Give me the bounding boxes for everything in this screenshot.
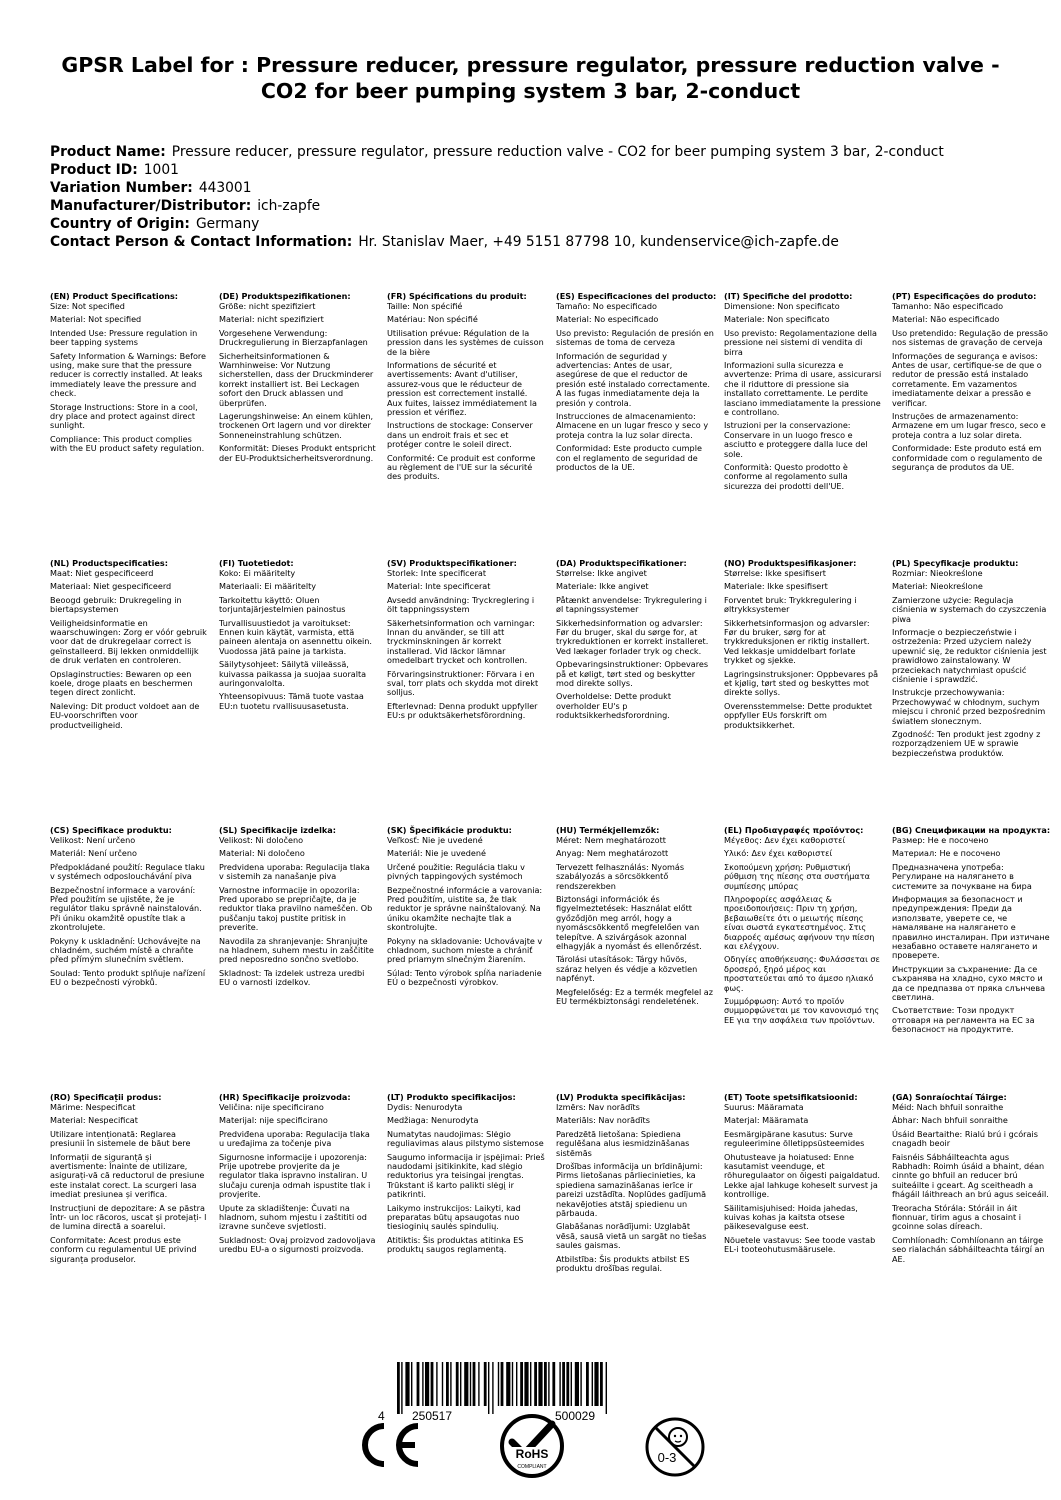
spec-block-paragraph: Biztonsági információk és figyelmeztetések: Használat előtt győződjön meg arról, hogy a nyomáscsökkentő megfelelően van telepítve. A szivárgások azonnal elhagyják a nyomást és ellenőrzést. bbox=[556, 893, 702, 951]
spec-block-paragraph: Paredzētā lietošana: Spiediena regulēšana alus iesmidzināšanas sistēmās bbox=[556, 1128, 690, 1158]
spec-block-paragraph: Οδηγίες αποθήκευσης: Φυλάσσεται σε δροσερό, ξηρό μέρος και προστατεύεται από το άμεσο ηλιακό φως. bbox=[724, 954, 880, 993]
spec-block-paragraph: Materiale: Non specificato bbox=[724, 314, 830, 325]
spec-block-paragraph: Materiaali: Ei määritelty bbox=[219, 581, 317, 592]
spec-block bbox=[387, 292, 545, 486]
spec-block-paragraph: Turvallisuustiedot ja varoitukset: Ennen kuin käytät, varmista, että paineen alentaja on asennettu oikein. Vuodossa jätä paine ja tarkista. bbox=[219, 617, 372, 656]
barcode-bar bbox=[571, 1362, 572, 1406]
barcode-bar bbox=[464, 1362, 468, 1406]
country-of-origin-label: Country of Origin: bbox=[50, 216, 190, 233]
spec-block-paragraph: Sukladnost: Ovaj proizvod zadovoljava uredbu EU-a o sigurnosti proizvoda. bbox=[219, 1234, 376, 1255]
spec-block-paragraph: Pokyny na skladovanie: Uchovávajte v chladnom, suchom mieste a chrániť pred priamym slnečným žiarením. bbox=[387, 935, 543, 965]
spec-block-paragraph: Upute za skladištenje: Čuvati na hladnom, suhom mjestu i zaštititi od izravne sunčeve svjetlosti. bbox=[219, 1202, 367, 1232]
spec-block-paragraph: Materiál: Není určeno bbox=[50, 848, 137, 859]
spec-block-paragraph: Mărime: Nespecificat bbox=[50, 1101, 136, 1112]
spec-block-paragraph: Conformità: Questo prodotto è conforme al regolamento sulla sicurezza dei prodotti dell'UE. bbox=[724, 462, 848, 491]
spec-block-paragraph: Materiale: Ikke angivet bbox=[556, 581, 649, 592]
variation-number-value: 443001 bbox=[198, 180, 252, 197]
spec-block-paragraph: Πληροφορίες ασφάλειας & προειδοποιήσεις: Πριν τη χρήση, βεβαιωθείτε ότι ο μειωτής πίεσης είναι σωστά εγκατεστημένος. Στις διαρροές αμέσως αφήνουν την πίεση και ελέγχουν. bbox=[724, 893, 875, 951]
spec-block-paragraph: Instrukcje przechowywania: Przechowywać w chłodnym, suchym miejscu i chronić przed bezpośrednim światłem słonecznym. bbox=[892, 687, 1046, 726]
page-title: GPSR Label for : Pressure reducer, pressure regulator, pressure reduction valve - CO2 for beer pumping system 3 bar, 2-conduct bbox=[61, 53, 1000, 103]
spec-block-paragraph: Navodila za shranjevanje: Shranjujte na hladnem, suhem mestu in zaščitite pred neposredno sončno svetlobo. bbox=[219, 935, 374, 965]
spec-block-paragraph: Lagerungshinweise: An einem kühlen, trockenen Ort lagern und vor direkter Sonneneinstrahlung schützen. bbox=[219, 410, 374, 440]
spec-block bbox=[219, 292, 377, 467]
spec-block bbox=[892, 559, 1050, 762]
spec-block-heading: (FI) Tuotetiedot: bbox=[219, 558, 294, 568]
spec-block-paragraph: Avsedd användning: Tryckreglering i ölt tappningssystem bbox=[387, 594, 535, 615]
ean-barcode bbox=[375, 1360, 615, 1426]
spec-block-paragraph: Faisnéis Sábháilteachta agus Rabhadh: Roimh úsáid a bhaint, déan cinnte go bhfuil an reducer brú suiteáilte i gceart. Ag sceitheadh a fhágáil láithreach an brú agus seiceáil. bbox=[892, 1151, 1049, 1200]
spec-block bbox=[556, 559, 714, 725]
spec-block-heading: (LV) Produkta specifikācijas: bbox=[556, 1092, 686, 1102]
spec-block-paragraph: Zamierzone użycie: Regulacja ciśnienia w systemach do czyszczenia piwa bbox=[892, 594, 1047, 624]
spec-block-paragraph: Yhteensopivuus: Tämä tuote vastaa EU:n tuotetu rvallisuusasetusta. bbox=[219, 691, 364, 711]
spec-block-paragraph: Conformité: Ce produit est conforme au règlement de l'UE sur la sécurité des produits. bbox=[387, 452, 536, 482]
spec-block bbox=[724, 559, 882, 734]
manufacturer-value: ich-zapfe bbox=[257, 198, 321, 215]
spec-block-paragraph: Varnostne informacije in opozorila: Pred uporabo se prepričajte, da je reduktor tlaka pravilno nameščen. Ob puščanju takoj pustite pritisk in preverite. bbox=[219, 884, 373, 933]
spec-block-paragraph: Предназначена употреба: Регулиране на налягането в системите за почукване на бира bbox=[892, 861, 1032, 891]
spec-block-paragraph: Größe: nicht spezifiziert bbox=[219, 300, 316, 311]
spec-block-paragraph: Suurus: Määramata bbox=[724, 1101, 804, 1112]
variation-number-label: Variation Number: bbox=[50, 180, 193, 197]
spec-block-paragraph: Uso previsto: Regulación de presión en sistemas de toma de cerveza bbox=[556, 327, 714, 348]
spec-block-paragraph: Инструкции за съхранение: Да се съхранява на хладно, сухо място и да се предпазва от пряка слънчева светлина. bbox=[892, 963, 1046, 1002]
barcode-bar bbox=[473, 1362, 476, 1406]
spec-block-paragraph: Předpokládané použití: Regulace tlaku v systémech odposlouchávání piva bbox=[50, 861, 205, 882]
spec-block bbox=[892, 1093, 1050, 1268]
barcode-bar bbox=[492, 1362, 493, 1414]
barcode-bar bbox=[436, 1362, 437, 1406]
spec-block bbox=[50, 826, 208, 992]
spec-block-paragraph: Size: Not specified bbox=[50, 300, 125, 311]
product-id-row bbox=[50, 161, 1040, 179]
barcode-bar bbox=[460, 1362, 461, 1406]
spec-block-paragraph: Conformidad: Este producto cumple con el reglamento de seguridad de productos de la UE. bbox=[556, 443, 702, 472]
rohs-compliant-icon bbox=[498, 1412, 566, 1480]
spec-block-paragraph: Koko: Ei määritelty bbox=[219, 567, 296, 578]
spec-block-paragraph: Velikost: Ni določeno bbox=[219, 834, 304, 845]
spec-block-paragraph: Soulad: Tento produkt splňuje nařízení EU o bezpečnosti výrobků. bbox=[50, 967, 206, 988]
spec-block-paragraph: Laikymo instrukcijos: Laikyti, kad preparatas būtų apsaugotas nuo tiesioginių saulės spindulių. bbox=[387, 1202, 521, 1232]
spec-block bbox=[724, 292, 882, 495]
spec-block-paragraph: Storlek: Inte specificerat bbox=[387, 567, 487, 578]
spec-block-heading: (BG) Спецификации на продукта: bbox=[892, 825, 1051, 835]
spec-block-heading: (NO) Produktspesifikasjoner: bbox=[724, 558, 857, 568]
barcode-bar bbox=[586, 1362, 589, 1406]
barcode-bar bbox=[431, 1362, 434, 1406]
spec-block-paragraph: Atitiktis: Šis produktas atitinka ES produktų saugos reglamentą. bbox=[387, 1234, 524, 1255]
spec-block-paragraph: Safety Information & Warnings: Before using, make sure that the pressure reducer is correctly installed. At leaks immediately leave the pressure and check. bbox=[50, 350, 207, 399]
spec-block-paragraph: Bezpečnostné informácie a varovania: Pred použitím, uistite sa, že tlak reduktor je správne nainštalovaný. Na úniku okamžite nechajte tlak a skontrolujte. bbox=[387, 884, 543, 933]
spec-block-paragraph: Størrelse: Ikke spesifisert bbox=[724, 567, 826, 578]
barcode-bar bbox=[594, 1362, 598, 1406]
spec-block bbox=[556, 1093, 714, 1277]
spec-block bbox=[556, 826, 714, 1010]
spec-block-paragraph: Lagringsinstruksjoner: Oppbevares på et kjølig, tørt sted og beskyttes mot direkte sollys. bbox=[724, 668, 879, 698]
spec-block-paragraph: Informações de segurança e avisos: Antes de usar, certifique-se de que o redutor de pressão está instalado corretamente. Em vazamentos imediatamente deixar a pressão e verificar. bbox=[892, 350, 1042, 408]
spec-block-paragraph: Overensstemmelse: Dette produktet oppfyller EUs forskrift om produktsikkerhet. bbox=[724, 700, 873, 730]
barcode-bar bbox=[548, 1362, 549, 1406]
spec-block-paragraph: Taille: Non spécifié bbox=[387, 300, 463, 311]
spec-block-paragraph: Forventet bruk: Trykkregulering i øltrykksystemer bbox=[724, 594, 857, 615]
spec-block-heading: (FR) Spécifications du produit: bbox=[387, 291, 527, 301]
spec-block-paragraph: Maat: Niet gespecificeerd bbox=[50, 567, 154, 578]
spec-block-paragraph: Veľkosť: Nie je uvedené bbox=[387, 834, 483, 845]
barcode-bar bbox=[425, 1362, 429, 1406]
barcode-bar bbox=[575, 1362, 579, 1406]
spec-block-paragraph: Информация за безопасност и предупреждения: Преди да използвате, уверете се, че намаляване на налягането е правилно инсталиран. При изтичане незабавно оставете налягането и проверете. bbox=[892, 893, 1050, 961]
spec-block-paragraph: Utilisation prévue: Régulation de la pression dans les systèmes de cuisson de la bière bbox=[387, 327, 544, 357]
spec-block-paragraph: Méid: Nach bhfuil sonraithe bbox=[892, 1101, 1004, 1112]
spec-block bbox=[219, 826, 377, 992]
spec-block-paragraph: Συμμόρφωση: Αυτό το προϊόν συμμορφώνεται με τον κανονισμό της ΕΕ για την ασφάλεια των προϊόντων. bbox=[724, 996, 880, 1025]
not-for-children-icon bbox=[644, 1416, 706, 1478]
spec-block-heading: (HU) Termékjellemzők: bbox=[556, 825, 660, 835]
product-name-label: Product Name: bbox=[50, 144, 166, 160]
barcode-bar bbox=[559, 1362, 560, 1406]
spec-block-heading: (NL) Productspecificaties: bbox=[50, 558, 168, 568]
spec-block-paragraph: Naleving: Dit product voldoet aan de EU-voorschriften voor productveiligheid. bbox=[50, 700, 200, 730]
spec-block-paragraph: Material: Nespecificat bbox=[50, 1115, 138, 1126]
spec-block-paragraph: Conformidade: Este produto está em conformidade com o regulamento de segurança de produtos da UE. bbox=[892, 443, 1043, 472]
spec-block bbox=[50, 1093, 208, 1268]
age-range-text: 0-3 bbox=[657, 1450, 677, 1465]
spec-block-paragraph: Размер: Не е посочено bbox=[892, 834, 989, 845]
barcode-bar bbox=[552, 1362, 555, 1406]
spec-block-paragraph: Material: No especificado bbox=[556, 314, 659, 325]
contact-value: Hr. Stanislav Maer, +49 5151 87798 10, kundenservice@ich-zapfe.de bbox=[358, 234, 839, 251]
spec-block bbox=[387, 826, 545, 992]
barcode-digits-left: 250517 bbox=[411, 1409, 453, 1423]
product-id-value: 1001 bbox=[143, 162, 179, 179]
barcode-bar bbox=[501, 1362, 504, 1406]
barcode-bar bbox=[446, 1362, 449, 1406]
spec-block-paragraph: Pokyny k uskladnění: Uchovávejte na chladném, suchém místě a chraňte před přímým slunečním světlem. bbox=[50, 935, 201, 965]
spec-block bbox=[387, 1093, 545, 1259]
spec-block-heading: (PL) Specyfikacje produktu: bbox=[892, 558, 1019, 568]
spec-block-heading: (EL) Προδιαγραφές προϊόντος: bbox=[724, 825, 864, 835]
spec-block-paragraph: Drošības informācija un brīdinājumi: Pirms lietošanas pārliecinieties, ka spiediena samazināšanas ierīce ir pareizi uzstādīta. Noplūdes gadījumā nekavējoties atstāj spiedienu un pārbauda. bbox=[556, 1160, 707, 1218]
barcode-bar bbox=[506, 1362, 510, 1406]
barcode-bar bbox=[411, 1362, 412, 1406]
spec-block-paragraph: Konformität: Dieses Produkt entspricht der EU-Produktsicherheitsverordnung. bbox=[219, 443, 376, 463]
barcode-bar bbox=[566, 1362, 569, 1406]
spec-block-paragraph: Materiale: Ikke spesifisert bbox=[724, 581, 828, 592]
country-of-origin-row bbox=[50, 215, 1040, 233]
contact-row bbox=[50, 233, 1040, 251]
spec-block-paragraph: Μέγεθος: Δεν έχει καθοριστεί bbox=[724, 834, 846, 845]
barcode-bar bbox=[417, 1362, 420, 1406]
spec-block-paragraph: Instructions de stockage: Conserver dans un endroit frais et sec et protéger contre le soleil direct. bbox=[387, 420, 533, 450]
spec-block-paragraph: Tamanho: Não especificado bbox=[892, 300, 1004, 311]
spec-block-paragraph: Istruzioni per la conservazione: Conservare in un luogo fresco e asciutto e proteggere dalla luce del sole. bbox=[724, 420, 868, 459]
barcode-bar bbox=[606, 1362, 607, 1414]
spec-block-paragraph: Materiál: Nie je uvedené bbox=[387, 848, 486, 859]
spec-block-heading: (ES) Especificaciones del producto: bbox=[556, 291, 717, 301]
spec-block-paragraph: Velikost: Není určeno bbox=[50, 834, 136, 845]
barcode-bar bbox=[484, 1362, 487, 1406]
barcode-bar bbox=[397, 1362, 400, 1414]
barcode-bar bbox=[470, 1362, 471, 1406]
spec-block bbox=[50, 292, 208, 458]
spec-block-paragraph: Saugumo informacija ir įspėjimai: Prieš naudodami įsitikinkite, kad slėgio reduktorius yra teisingai įrengtas. Trūkstant iš karto palikti slėgį ir patikrinti. bbox=[387, 1151, 545, 1200]
barcode-bars bbox=[397, 1362, 607, 1414]
spec-block-heading: (SV) Produktspecifikationer: bbox=[387, 558, 517, 568]
barcode-bar bbox=[530, 1362, 531, 1406]
spec-block-paragraph: Beoogd gebruik: Drukregeling in biertapsystemen bbox=[50, 594, 182, 615]
spec-block-heading: (SK) Špecifikácie produktu: bbox=[387, 825, 512, 835]
spec-block-paragraph: Materijal: nije specificirano bbox=[219, 1115, 328, 1126]
spec-block-paragraph: Uso pretendido: Regulação de pressão nos sistemas de gravação de cerveja bbox=[892, 327, 1048, 348]
spec-block-paragraph: Vorgesehene Verwendung: Druckregulierung in Bierzapfanlagen bbox=[219, 327, 368, 348]
spec-block-paragraph: Méret: Nem meghatározott bbox=[556, 834, 666, 845]
spec-block-paragraph: Informazioni sulla sicurezza e avvertenze: Prima di usare, assicurarsi che il riduttore di pressione sia installato correttamente. Le perdite lasciano immediatamente la pressione e controllano. bbox=[724, 359, 882, 417]
spec-block-paragraph: Tamaño: No especificado bbox=[556, 300, 657, 311]
spec-block-paragraph: Dydis: Nenurodyta bbox=[387, 1101, 463, 1112]
product-info bbox=[50, 143, 1040, 252]
spec-block-paragraph: Sikkerhedsinformation og advarsler: Før du bruger, skal du sørge for, at trykreduktionen er korrekt installeret. Ved lækager forlader tryk og check. bbox=[556, 617, 709, 656]
spec-block bbox=[219, 1093, 377, 1259]
spec-block-paragraph: Sikkerhetsinformasjon og advarsler: Før du bruker, sørg for at trykkreduksjonen er riktig installert. Ved lekkasje umiddelbart forlate trykket og sjekke. bbox=[724, 617, 870, 666]
spec-block-paragraph: Ohutusteave ja hoiatused: Enne kasutamist veenduge, et rõhuregulaator on õigesti paigaldatud. Lekke ajal lahkuge koheselt survest ja kontrollige. bbox=[724, 1151, 880, 1200]
spec-block-paragraph: Storage Instructions: Store in a cool, dry place and protect against direct sunlight. bbox=[50, 401, 198, 431]
spec-block-paragraph: Veličina: nije specificirano bbox=[219, 1101, 324, 1112]
spec-block-paragraph: Bezpečnostní informace a varování: Před použitím se ujistěte, že je regulátor tlaku správně nainstalován. Při úniku okamžitě opustíte tlak a zkontrolujete. bbox=[50, 884, 202, 933]
spec-block-paragraph: Tarkoitettu käyttö: Oluen torjuntajärjestelmien painostus bbox=[219, 594, 346, 615]
spec-block-heading: (ET) Toote spetsifikatsioonid: bbox=[724, 1092, 858, 1102]
spec-block-paragraph: Matériau: Non spécifié bbox=[387, 314, 478, 325]
spec-block-paragraph: Predvidena uporaba: Regulacija tlaka v sistemih za nanašanje piva bbox=[219, 861, 370, 882]
spec-block-paragraph: Medžiaga: Nenurodyta bbox=[387, 1115, 479, 1126]
spec-block-paragraph: Υλικό: Δεν έχει καθοριστεί bbox=[724, 848, 833, 859]
spec-block-paragraph: Informacje o bezpieczeństwie i ostrzeżenia: Przed użyciem należy upewnić się, że reduktor ciśnienia jest prawidłowo zainstalowany. W przeciekach natychmiast opuścić ciśnienie i sprawdzić. bbox=[892, 626, 1047, 684]
spec-block-heading: (DE) Produktspezifikationen: bbox=[219, 291, 351, 301]
spec-block-heading: (IT) Specifiche del prodotto: bbox=[724, 291, 853, 301]
spec-block-heading: (EN) Product Specifications: bbox=[50, 291, 179, 301]
spec-block bbox=[892, 826, 1050, 1039]
spec-block-paragraph: Veiligheidsinformatie en waarschuwingen: Zorg er vóór gebruik voor dat de drukregelaar correct is geïnstalleerd. Bij lekken onmiddellijk de druk verlaten en controleren. bbox=[50, 617, 207, 666]
barcode-bar bbox=[524, 1362, 528, 1406]
spec-block-paragraph: Størrelse: Ikke angivet bbox=[556, 567, 647, 578]
rohs-text: RoHS bbox=[515, 1447, 549, 1461]
barcode-bar bbox=[600, 1362, 603, 1406]
spec-block-heading: (DA) Produktspecifikationer: bbox=[556, 558, 687, 568]
spec-block-paragraph: Opbevaringsinstruktioner: Opbevares på et køligt, tørt sted og beskytter mod direkte sollys. bbox=[556, 659, 709, 688]
barcode-bar bbox=[580, 1362, 581, 1406]
spec-block-paragraph: Säkerhetsinformation och varningar: Innan du använder, se till att tryckminskningen är korrekt installerad. Vid läckor lämnar omedelbart trycket och kontrollen. bbox=[387, 617, 536, 666]
spec-block bbox=[387, 559, 545, 725]
barcode-bar bbox=[401, 1362, 402, 1414]
spec-block-paragraph: Материал: Не е посочено bbox=[892, 848, 1001, 859]
spec-block-paragraph: Materiaal: Niet gespecificeerd bbox=[50, 581, 172, 592]
barcode-bar bbox=[516, 1362, 517, 1406]
barcode-digits-right: 500029 bbox=[554, 1409, 596, 1423]
spec-block-heading: (HR) Specifikacije proizvoda: bbox=[219, 1092, 351, 1102]
spec-block-paragraph: Material: Não especificado bbox=[892, 314, 1000, 325]
spec-block-paragraph: Compliance: This product complies with the EU product safety regulation. bbox=[50, 433, 205, 454]
contact-label: Contact Person & Contact Information: bbox=[50, 234, 353, 251]
spec-block-paragraph: Efterlevnad: Denna produkt uppfyller EU:s pr oduktsäkerhetsförordning. bbox=[387, 700, 538, 721]
spec-block-paragraph: Material: Not specified bbox=[50, 314, 142, 325]
spec-block-paragraph: Intended Use: Pressure regulation in beer tapping systems bbox=[50, 327, 198, 348]
barcode-bar bbox=[478, 1362, 479, 1406]
barcode-graphic bbox=[375, 1360, 615, 1426]
barcode-bar bbox=[488, 1362, 489, 1414]
spec-block-paragraph: Určené použitie: Regulácia tlaku v pivných tappingových systémoch bbox=[387, 861, 525, 882]
spec-block-heading: (SL) Specifikacije izdelka: bbox=[219, 825, 337, 835]
spec-block-paragraph: Съответствие: Този продукт отговаря на регламента на ЕС за безопасност на продуктите. bbox=[892, 1005, 1035, 1035]
spec-block-paragraph: Overholdelse: Dette produkt overholder EU's p roduktsikkerhedsforordning. bbox=[556, 691, 671, 721]
spec-block-paragraph: Glabāšanas norādījumi: Uzglabāt vēsā, sausā vietā un sargāt no tiešas saules gaismas. bbox=[556, 1221, 707, 1251]
spec-block-paragraph: Instrucțiuni de depozitare: A se păstra într- un loc răcoros, uscat și protejați- l de lumina directă a soarelui. bbox=[50, 1202, 207, 1232]
spec-block-paragraph: Materiāls: Nav norādīts bbox=[556, 1115, 650, 1126]
spec-block-paragraph: Rozmiar: Nieokreślone bbox=[892, 567, 983, 578]
spec-block-paragraph: Tervezett felhasználás: Nyomás szabályozás a sörcsökkentő rendszerekben bbox=[556, 861, 685, 891]
spec-block-paragraph: Instruções de armazenamento: Armazene em um lugar fresco, seco e proteja contra a luz solar direta. bbox=[892, 410, 1046, 440]
spec-block-paragraph: Påtænkt anvendelse: Trykregulering i øl tapningssystemer bbox=[556, 594, 707, 615]
spec-block bbox=[724, 1093, 882, 1259]
spec-block-paragraph: Säilytysohjeet: Säilytä viileässä, kuivassa paikassa ja suojaa suoralta auringonvalolta. bbox=[219, 659, 367, 688]
spec-block-paragraph: Sicherheitsinformationen & Warnhinweise: Vor Nutzung sicherstellen, dass der Druckminderer korrekt installiert ist. Bei Leckagen sofort den Druck ablassen und überprüfen. bbox=[219, 350, 374, 408]
spec-block bbox=[219, 559, 377, 715]
spec-block-paragraph: Eesmärgipärane kasutus: Surve reguleerimine õlletippsüsteemides bbox=[724, 1128, 865, 1149]
spec-block-paragraph: Conformitate: Acest produs este conform cu regulamentul UE privind siguranța produselor. bbox=[50, 1234, 197, 1264]
barcode-bar bbox=[512, 1362, 513, 1406]
spec-block-paragraph: Predviđena uporaba: Regulacija tlaka u uređajima za točenje piva bbox=[219, 1128, 370, 1149]
spec-block-paragraph: Anyag: Nem meghatározott bbox=[556, 848, 669, 859]
spec-block-paragraph: Förvaringsinstruktioner: Förvara i en sval, torr plats och skydda mot direkt solljus. bbox=[387, 668, 539, 698]
spec-block-paragraph: Zgodność: Ten produkt jest zgodny z rozporządzeniem UE w sprawie bezpieczeństwa produktów. bbox=[892, 729, 1041, 758]
spec-block-paragraph: Dimensione: Non specificato bbox=[724, 300, 840, 311]
spec-block-paragraph: Tárolási utasítások: Tárgy hűvös, száraz helyen és védje a közvetlen napfényt. bbox=[556, 954, 698, 984]
spec-block-paragraph: Utilizare intenționată: Reglarea presiunii în sistemele de băut bere bbox=[50, 1128, 191, 1149]
barcode-bar bbox=[422, 1362, 423, 1406]
manufacturer-label: Manufacturer/Distributor: bbox=[50, 198, 252, 215]
manufacturer-row bbox=[50, 197, 1040, 215]
variation-number-row bbox=[50, 179, 1040, 197]
country-of-origin-value: Germany bbox=[195, 216, 260, 233]
barcode-bar bbox=[534, 1362, 537, 1406]
product-name-value: Pressure reducer, pressure regulator, pressure reduction valve - CO2 for beer pumping system 3 bar, 2-conduct bbox=[171, 144, 944, 160]
spec-block-heading: (RO) Specificații produs: bbox=[50, 1092, 162, 1102]
spec-block-paragraph: Uso previsto: Regolamentazione della pressione nei sistemi di vendita di birra bbox=[724, 327, 877, 357]
spec-block-paragraph: Opslaginstructies: Bewaren op een koele, droge plaats en beschermen tegen direct zonlicht. bbox=[50, 668, 193, 698]
spec-block-paragraph: Skladnost: Ta izdelek ustreza uredbi EU o varnosti izdelkov. bbox=[219, 967, 365, 988]
spec-block bbox=[892, 292, 1050, 476]
spec-block-paragraph: Nõuetele vastavus: See toode vastab EL-i tooteohutusmäärusele. bbox=[724, 1234, 876, 1255]
product-id-label: Product ID: bbox=[50, 162, 138, 179]
barcode-bar bbox=[498, 1362, 499, 1406]
spec-block-paragraph: Ábhar: Nach bhfuil sonraithe bbox=[892, 1115, 1008, 1126]
barcode-bar bbox=[538, 1362, 542, 1406]
spec-block bbox=[50, 559, 208, 734]
barcode-bar bbox=[562, 1362, 565, 1406]
spec-block-heading: (GA) Sonraíochtaí Táirge: bbox=[892, 1092, 1007, 1102]
spec-block-heading: (PT) Especificações do produto: bbox=[892, 291, 1037, 301]
barcode-digit-first: 4 bbox=[378, 1409, 385, 1423]
barcode-bar bbox=[450, 1362, 451, 1406]
spec-block-paragraph: Informații de siguranță și avertismente: Înainte de utilizare, asigurați-vă că reductorul de presiune este instalat corect. La scurgeri lasa imediat presiunea și verifica. bbox=[50, 1151, 205, 1200]
spec-block-paragraph: Informations de sécurité et avertissements: Avant d'utiliser, assurez-vous que le réducteur de pression est correctement installé. Aux fuites, laissez immédiatement la pression et vérifiez. bbox=[387, 359, 537, 417]
spec-block-paragraph: Instrucciones de almacenamiento: Almacene en un lugar fresco y seco y proteja contra la luz solar directa. bbox=[556, 410, 709, 440]
spec-block-paragraph: Material: nicht spezifiziert bbox=[219, 314, 324, 325]
product-name-row bbox=[50, 143, 1040, 161]
barcode-bar bbox=[442, 1362, 443, 1406]
barcode-bar bbox=[405, 1362, 409, 1406]
spec-block bbox=[556, 291, 717, 476]
spec-block bbox=[724, 826, 882, 1029]
spec-block-heading: (CS) Specifikace produktu: bbox=[50, 825, 172, 835]
spec-block-paragraph: Información de seguridad y advertencias: Antes de usar, asegúrese de que el reductor de presión esté instalado correctamente. A las fugas inmediatamente deja la presión y controla. bbox=[556, 350, 710, 408]
spec-block-paragraph: Säilitamisjuhised: Hoida jahedas, kuivas kohas ja kaitsta otsese päikesevalguse eest. bbox=[724, 1202, 858, 1232]
spec-block-paragraph: Materjal: Määramata bbox=[724, 1115, 809, 1126]
spec-block-paragraph: Súlad: Tento výrobok spĺňa nariadenie EÚ o bezpečnosti výrobkov. bbox=[387, 967, 542, 988]
rohs-subtext: COMPLIANT bbox=[517, 1464, 547, 1470]
spec-block-paragraph: Numatytas naudojimas: Slėgio reguliavimas alaus pilstymo sistemose bbox=[387, 1128, 544, 1149]
spec-block-paragraph: Comhlíonadh: Comhlíonann an táirge seo rialachán sábháilteachta táirgí an AE. bbox=[892, 1234, 1045, 1264]
spec-block-paragraph: Atbilstība: Šis produkts atbilst ES produktu drošības regulai. bbox=[556, 1253, 690, 1273]
barcode-bar bbox=[544, 1362, 547, 1406]
spec-block-paragraph: Materiał: Nieokreślone bbox=[892, 581, 983, 592]
spec-block-paragraph: Treoracha Stórála: Stóráil in áit fionnuar, tirim agus a chosaint i gcoinne solas díreach. bbox=[892, 1202, 1021, 1232]
spec-block-paragraph: Megfelelőség: Ez a termék megfelel az EU termékbiztonsági rendeletének. bbox=[556, 986, 714, 1006]
spec-block-paragraph: Úsáid Beartaithe: Rialú brú i gcórais cnagadh beoir bbox=[892, 1128, 1038, 1149]
spec-block-paragraph: Σκοπούμενη χρήση: Ρυθμιστική ρύθμιση της πίεσης στα συστήματα συμπίεσης μπύρας bbox=[724, 861, 870, 891]
barcode-bar bbox=[592, 1362, 593, 1406]
barcode-bar bbox=[520, 1362, 523, 1406]
spec-block-paragraph: Sigurnosne informacije i upozorenja: Prije upotrebe provjerite da je regulator tlaka ispravno instaliran. U slučaju curenja odmah ispustite tlak i provjerite. bbox=[219, 1151, 371, 1200]
spec-block-paragraph: Material: Inte specificerat bbox=[387, 581, 491, 592]
spec-block-heading: (LT) Produkto specifikacijos: bbox=[387, 1092, 516, 1102]
ce-mark-icon bbox=[354, 1422, 422, 1468]
barcode-bar bbox=[456, 1362, 459, 1406]
spec-block-paragraph: Izmērs: Nav norādīts bbox=[556, 1101, 640, 1112]
spec-block-paragraph: Material: Ni določeno bbox=[219, 848, 305, 859]
